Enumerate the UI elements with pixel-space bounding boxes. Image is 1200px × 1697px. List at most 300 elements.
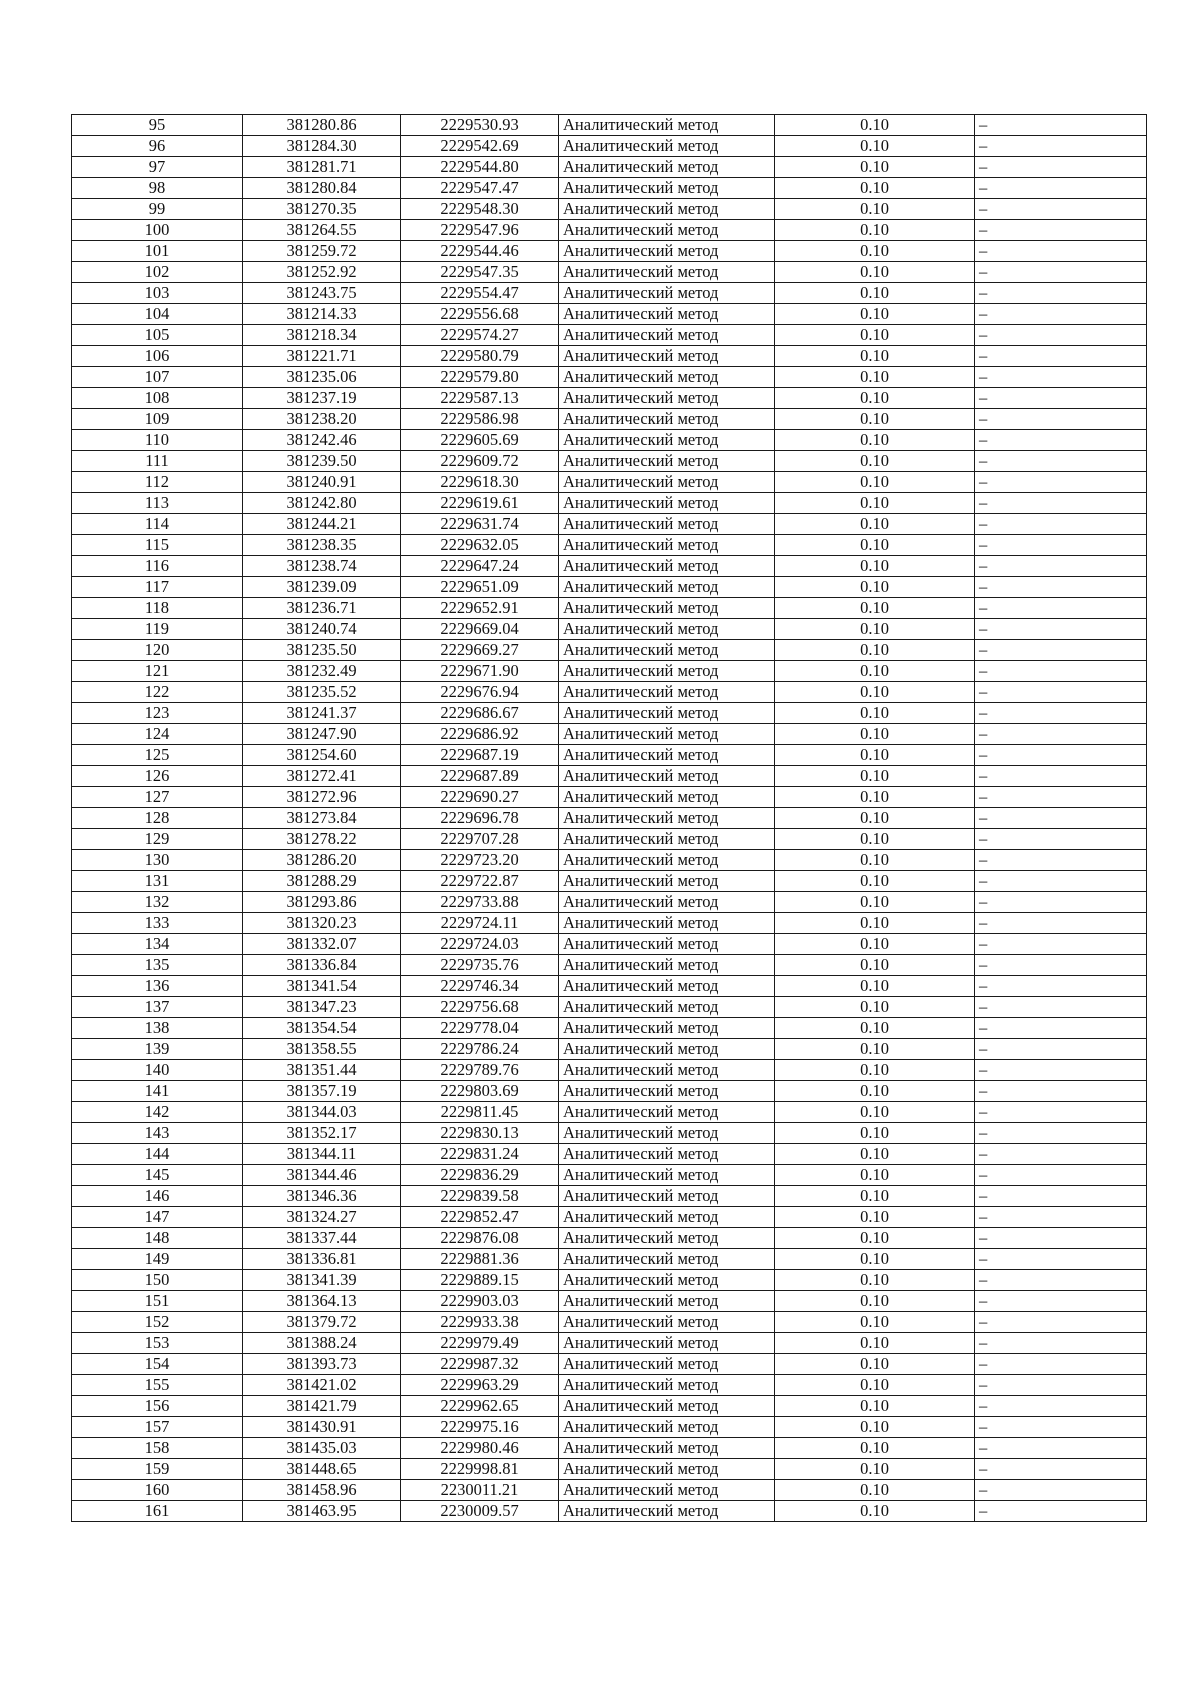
table-row (72, 346, 1147, 367)
point-number-cell: 144 (72, 1144, 243, 1165)
accuracy-cell: 0.10 (775, 178, 975, 199)
accuracy-cell: 0.10 (775, 472, 975, 493)
table-row (72, 766, 1147, 787)
point-number-cell: 102 (72, 262, 243, 283)
x-coordinate-cell: 381284.30 (243, 136, 401, 157)
accuracy-cell: 0.10 (775, 724, 975, 745)
method-cell: Аналитический метод (559, 598, 775, 619)
method-cell: Аналитический метод (559, 1312, 775, 1333)
accuracy-cell: 0.10 (775, 136, 975, 157)
x-coordinate-cell: 381288.29 (243, 871, 401, 892)
accuracy-cell: 0.10 (775, 1480, 975, 1501)
accuracy-cell: 0.10 (775, 241, 975, 262)
description-cell: – (975, 325, 1147, 346)
table-row (72, 577, 1147, 598)
y-coordinate-cell: 2229687.19 (401, 745, 559, 766)
description-cell: – (975, 283, 1147, 304)
method-cell: Аналитический метод (559, 388, 775, 409)
x-coordinate-cell: 381242.80 (243, 493, 401, 514)
method-cell: Аналитический метод (559, 220, 775, 241)
x-coordinate-cell: 381252.92 (243, 262, 401, 283)
method-cell: Аналитический метод (559, 619, 775, 640)
y-coordinate-cell: 2229724.03 (401, 934, 559, 955)
description-cell: – (975, 787, 1147, 808)
table-row (72, 976, 1147, 997)
point-number-cell: 112 (72, 472, 243, 493)
y-coordinate-cell: 2229707.28 (401, 829, 559, 850)
description-cell: – (975, 955, 1147, 976)
description-cell: – (975, 514, 1147, 535)
method-cell: Аналитический метод (559, 808, 775, 829)
table-row (72, 283, 1147, 304)
accuracy-cell: 0.10 (775, 871, 975, 892)
description-cell: – (975, 1081, 1147, 1102)
x-coordinate-cell: 381241.37 (243, 703, 401, 724)
point-number-cell: 153 (72, 1333, 243, 1354)
method-cell: Аналитический метод (559, 955, 775, 976)
accuracy-cell: 0.10 (775, 157, 975, 178)
x-coordinate-cell: 381272.41 (243, 766, 401, 787)
x-coordinate-cell: 381324.27 (243, 1207, 401, 1228)
y-coordinate-cell: 2229980.46 (401, 1438, 559, 1459)
y-coordinate-cell: 2229963.29 (401, 1375, 559, 1396)
x-coordinate-cell: 381238.35 (243, 535, 401, 556)
description-cell: – (975, 808, 1147, 829)
description-cell: – (975, 1291, 1147, 1312)
y-coordinate-cell: 2229548.30 (401, 199, 559, 220)
x-coordinate-cell: 381272.96 (243, 787, 401, 808)
description-cell: – (975, 619, 1147, 640)
accuracy-cell: 0.10 (775, 598, 975, 619)
point-number-cell: 139 (72, 1039, 243, 1060)
point-number-cell: 143 (72, 1123, 243, 1144)
method-cell: Аналитический метод (559, 1102, 775, 1123)
method-cell: Аналитический метод (559, 724, 775, 745)
point-number-cell: 151 (72, 1291, 243, 1312)
table-row (72, 556, 1147, 577)
y-coordinate-cell: 2229724.11 (401, 913, 559, 934)
method-cell: Аналитический метод (559, 1249, 775, 1270)
accuracy-cell: 0.10 (775, 1228, 975, 1249)
y-coordinate-cell: 2229803.69 (401, 1081, 559, 1102)
description-cell: – (975, 1480, 1147, 1501)
accuracy-cell: 0.10 (775, 1417, 975, 1438)
accuracy-cell: 0.10 (775, 325, 975, 346)
method-cell: Аналитический метод (559, 304, 775, 325)
table-row (72, 304, 1147, 325)
x-coordinate-cell: 381254.60 (243, 745, 401, 766)
point-number-cell: 111 (72, 451, 243, 472)
accuracy-cell: 0.10 (775, 1249, 975, 1270)
description-cell: – (975, 1438, 1147, 1459)
point-number-cell: 120 (72, 640, 243, 661)
method-cell: Аналитический метод (559, 346, 775, 367)
x-coordinate-cell: 381244.21 (243, 514, 401, 535)
method-cell: Аналитический метод (559, 1459, 775, 1480)
x-coordinate-cell: 381239.50 (243, 451, 401, 472)
y-coordinate-cell: 2229723.20 (401, 850, 559, 871)
table-row (72, 1249, 1147, 1270)
table-row (72, 1396, 1147, 1417)
description-cell: – (975, 1102, 1147, 1123)
description-cell: – (975, 493, 1147, 514)
description-cell: – (975, 850, 1147, 871)
accuracy-cell: 0.10 (775, 1039, 975, 1060)
description-cell: – (975, 388, 1147, 409)
point-number-cell: 129 (72, 829, 243, 850)
point-number-cell: 160 (72, 1480, 243, 1501)
y-coordinate-cell: 2229609.72 (401, 451, 559, 472)
description-cell: – (975, 1249, 1147, 1270)
x-coordinate-cell: 381344.11 (243, 1144, 401, 1165)
x-coordinate-cell: 381358.55 (243, 1039, 401, 1060)
y-coordinate-cell: 2229852.47 (401, 1207, 559, 1228)
description-cell: – (975, 745, 1147, 766)
x-coordinate-cell: 381293.86 (243, 892, 401, 913)
point-number-cell: 142 (72, 1102, 243, 1123)
accuracy-cell: 0.10 (775, 997, 975, 1018)
table-row (72, 535, 1147, 556)
y-coordinate-cell: 2229605.69 (401, 430, 559, 451)
x-coordinate-cell: 381421.79 (243, 1396, 401, 1417)
y-coordinate-cell: 2229933.38 (401, 1312, 559, 1333)
accuracy-cell: 0.10 (775, 850, 975, 871)
description-cell: – (975, 535, 1147, 556)
table-row (72, 724, 1147, 745)
method-cell: Аналитический метод (559, 409, 775, 430)
x-coordinate-cell: 381280.84 (243, 178, 401, 199)
accuracy-cell: 0.10 (775, 1375, 975, 1396)
y-coordinate-cell: 2229580.79 (401, 346, 559, 367)
description-cell: – (975, 1396, 1147, 1417)
method-cell: Аналитический метод (559, 283, 775, 304)
method-cell: Аналитический метод (559, 1501, 775, 1522)
y-coordinate-cell: 2229652.91 (401, 598, 559, 619)
table-row (72, 388, 1147, 409)
method-cell: Аналитический метод (559, 1375, 775, 1396)
y-coordinate-cell: 2229686.67 (401, 703, 559, 724)
table-row (72, 199, 1147, 220)
x-coordinate-cell: 381239.09 (243, 577, 401, 598)
y-coordinate-cell: 2229544.46 (401, 241, 559, 262)
y-coordinate-cell: 2229889.15 (401, 1270, 559, 1291)
description-cell: – (975, 304, 1147, 325)
method-cell: Аналитический метод (559, 1186, 775, 1207)
point-number-cell: 159 (72, 1459, 243, 1480)
method-cell: Аналитический метод (559, 1396, 775, 1417)
accuracy-cell: 0.10 (775, 556, 975, 577)
table-row (72, 409, 1147, 430)
table-row (72, 430, 1147, 451)
point-number-cell: 137 (72, 997, 243, 1018)
x-coordinate-cell: 381237.19 (243, 388, 401, 409)
method-cell: Аналитический метод (559, 514, 775, 535)
description-cell: – (975, 1417, 1147, 1438)
table-row (72, 241, 1147, 262)
description-cell: – (975, 724, 1147, 745)
point-number-cell: 150 (72, 1270, 243, 1291)
accuracy-cell: 0.10 (775, 934, 975, 955)
accuracy-cell: 0.10 (775, 1291, 975, 1312)
table-row (72, 1480, 1147, 1501)
x-coordinate-cell: 381430.91 (243, 1417, 401, 1438)
point-number-cell: 134 (72, 934, 243, 955)
x-coordinate-cell: 381281.71 (243, 157, 401, 178)
method-cell: Аналитический метод (559, 1039, 775, 1060)
method-cell: Аналитический метод (559, 136, 775, 157)
point-number-cell: 113 (72, 493, 243, 514)
accuracy-cell: 0.10 (775, 430, 975, 451)
description-cell: – (975, 703, 1147, 724)
method-cell: Аналитический метод (559, 157, 775, 178)
method-cell: Аналитический метод (559, 262, 775, 283)
description-cell: – (975, 1312, 1147, 1333)
table-row (72, 997, 1147, 1018)
accuracy-cell: 0.10 (775, 1186, 975, 1207)
x-coordinate-cell: 381336.84 (243, 955, 401, 976)
x-coordinate-cell: 381286.20 (243, 850, 401, 871)
description-cell: – (975, 472, 1147, 493)
method-cell: Аналитический метод (559, 577, 775, 598)
x-coordinate-cell: 381341.54 (243, 976, 401, 997)
table-row (72, 955, 1147, 976)
table-row (72, 640, 1147, 661)
y-coordinate-cell: 2229574.27 (401, 325, 559, 346)
description-cell: – (975, 934, 1147, 955)
description-cell: – (975, 1459, 1147, 1480)
method-cell: Аналитический метод (559, 430, 775, 451)
point-number-cell: 118 (72, 598, 243, 619)
accuracy-cell: 0.10 (775, 388, 975, 409)
x-coordinate-cell: 381344.46 (243, 1165, 401, 1186)
table-row (72, 682, 1147, 703)
x-coordinate-cell: 381280.86 (243, 115, 401, 136)
point-number-cell: 133 (72, 913, 243, 934)
table-row (72, 787, 1147, 808)
method-cell: Аналитический метод (559, 1291, 775, 1312)
x-coordinate-cell: 381240.74 (243, 619, 401, 640)
x-coordinate-cell: 381247.90 (243, 724, 401, 745)
method-cell: Аналитический метод (559, 976, 775, 997)
accuracy-cell: 0.10 (775, 1081, 975, 1102)
x-coordinate-cell: 381379.72 (243, 1312, 401, 1333)
x-coordinate-cell: 381463.95 (243, 1501, 401, 1522)
y-coordinate-cell: 2229542.69 (401, 136, 559, 157)
x-coordinate-cell: 381235.06 (243, 367, 401, 388)
accuracy-cell: 0.10 (775, 451, 975, 472)
description-cell: – (975, 640, 1147, 661)
y-coordinate-cell: 2229618.30 (401, 472, 559, 493)
y-coordinate-cell: 2229975.16 (401, 1417, 559, 1438)
y-coordinate-cell: 2229881.36 (401, 1249, 559, 1270)
point-number-cell: 148 (72, 1228, 243, 1249)
y-coordinate-cell: 2229786.24 (401, 1039, 559, 1060)
y-coordinate-cell: 2229733.88 (401, 892, 559, 913)
x-coordinate-cell: 381320.23 (243, 913, 401, 934)
method-cell: Аналитический метод (559, 682, 775, 703)
point-number-cell: 154 (72, 1354, 243, 1375)
point-number-cell: 97 (72, 157, 243, 178)
x-coordinate-cell: 381221.71 (243, 346, 401, 367)
method-cell: Аналитический метод (559, 1165, 775, 1186)
accuracy-cell: 0.10 (775, 409, 975, 430)
accuracy-cell: 0.10 (775, 577, 975, 598)
table-row (72, 1270, 1147, 1291)
y-coordinate-cell: 2229839.58 (401, 1186, 559, 1207)
method-cell: Аналитический метод (559, 178, 775, 199)
point-number-cell: 96 (72, 136, 243, 157)
point-number-cell: 161 (72, 1501, 243, 1522)
point-number-cell: 117 (72, 577, 243, 598)
accuracy-cell: 0.10 (775, 1438, 975, 1459)
point-number-cell: 127 (72, 787, 243, 808)
accuracy-cell: 0.10 (775, 220, 975, 241)
table-row (72, 1018, 1147, 1039)
method-cell: Аналитический метод (559, 199, 775, 220)
table-row (72, 1060, 1147, 1081)
x-coordinate-cell: 381341.39 (243, 1270, 401, 1291)
y-coordinate-cell: 2229998.81 (401, 1459, 559, 1480)
table-row (72, 1291, 1147, 1312)
method-cell: Аналитический метод (559, 703, 775, 724)
method-cell: Аналитический метод (559, 1333, 775, 1354)
accuracy-cell: 0.10 (775, 808, 975, 829)
description-cell: – (975, 1501, 1147, 1522)
method-cell: Аналитический метод (559, 871, 775, 892)
method-cell: Аналитический метод (559, 1144, 775, 1165)
description-cell: – (975, 1333, 1147, 1354)
table-row (72, 262, 1147, 283)
description-cell: – (975, 199, 1147, 220)
method-cell: Аналитический метод (559, 1417, 775, 1438)
x-coordinate-cell: 381458.96 (243, 1480, 401, 1501)
y-coordinate-cell: 2229778.04 (401, 1018, 559, 1039)
x-coordinate-cell: 381332.07 (243, 934, 401, 955)
table-row (72, 1501, 1147, 1522)
y-coordinate-cell: 2229690.27 (401, 787, 559, 808)
description-cell: – (975, 598, 1147, 619)
table-row (72, 451, 1147, 472)
table-row (72, 619, 1147, 640)
accuracy-cell: 0.10 (775, 1060, 975, 1081)
description-cell: – (975, 115, 1147, 136)
method-cell: Аналитический метод (559, 829, 775, 850)
accuracy-cell: 0.10 (775, 1018, 975, 1039)
y-coordinate-cell: 2229587.13 (401, 388, 559, 409)
point-number-cell: 147 (72, 1207, 243, 1228)
table-row (72, 934, 1147, 955)
y-coordinate-cell: 2229619.61 (401, 493, 559, 514)
accuracy-cell: 0.10 (775, 619, 975, 640)
y-coordinate-cell: 2229746.34 (401, 976, 559, 997)
y-coordinate-cell: 2229676.94 (401, 682, 559, 703)
table-row (72, 871, 1147, 892)
table-row (72, 157, 1147, 178)
accuracy-cell: 0.10 (775, 955, 975, 976)
table-row (72, 1144, 1147, 1165)
accuracy-cell: 0.10 (775, 640, 975, 661)
accuracy-cell: 0.10 (775, 1165, 975, 1186)
y-coordinate-cell: 2229631.74 (401, 514, 559, 535)
coordinates-table-body (72, 115, 1147, 1522)
y-coordinate-cell: 2229544.80 (401, 157, 559, 178)
y-coordinate-cell: 2229696.78 (401, 808, 559, 829)
point-number-cell: 121 (72, 661, 243, 682)
table-row (72, 136, 1147, 157)
point-number-cell: 145 (72, 1165, 243, 1186)
point-number-cell: 146 (72, 1186, 243, 1207)
accuracy-cell: 0.10 (775, 493, 975, 514)
y-coordinate-cell: 2229811.45 (401, 1102, 559, 1123)
point-number-cell: 109 (72, 409, 243, 430)
method-cell: Аналитический метод (559, 493, 775, 514)
table-row (72, 472, 1147, 493)
y-coordinate-cell: 2229687.89 (401, 766, 559, 787)
description-cell: – (975, 871, 1147, 892)
x-coordinate-cell: 381214.33 (243, 304, 401, 325)
accuracy-cell: 0.10 (775, 787, 975, 808)
y-coordinate-cell: 2229830.13 (401, 1123, 559, 1144)
x-coordinate-cell: 381242.46 (243, 430, 401, 451)
accuracy-cell: 0.10 (775, 199, 975, 220)
accuracy-cell: 0.10 (775, 1123, 975, 1144)
accuracy-cell: 0.10 (775, 745, 975, 766)
point-number-cell: 95 (72, 115, 243, 136)
method-cell: Аналитический метод (559, 472, 775, 493)
point-number-cell: 128 (72, 808, 243, 829)
accuracy-cell: 0.10 (775, 976, 975, 997)
table-row (72, 850, 1147, 871)
y-coordinate-cell: 2229586.98 (401, 409, 559, 430)
description-cell: – (975, 976, 1147, 997)
y-coordinate-cell: 2229554.47 (401, 283, 559, 304)
method-cell: Аналитический метод (559, 934, 775, 955)
description-cell: – (975, 913, 1147, 934)
y-coordinate-cell: 2229671.90 (401, 661, 559, 682)
point-number-cell: 107 (72, 367, 243, 388)
description-cell: – (975, 220, 1147, 241)
description-cell: – (975, 682, 1147, 703)
point-number-cell: 124 (72, 724, 243, 745)
x-coordinate-cell: 381364.13 (243, 1291, 401, 1312)
point-number-cell: 106 (72, 346, 243, 367)
method-cell: Аналитический метод (559, 241, 775, 262)
accuracy-cell: 0.10 (775, 1102, 975, 1123)
description-cell: – (975, 1270, 1147, 1291)
x-coordinate-cell: 381259.72 (243, 241, 401, 262)
description-cell: – (975, 1144, 1147, 1165)
point-number-cell: 152 (72, 1312, 243, 1333)
point-number-cell: 158 (72, 1438, 243, 1459)
point-number-cell: 155 (72, 1375, 243, 1396)
accuracy-cell: 0.10 (775, 262, 975, 283)
accuracy-cell: 0.10 (775, 766, 975, 787)
method-cell: Аналитический метод (559, 1228, 775, 1249)
x-coordinate-cell: 381236.71 (243, 598, 401, 619)
method-cell: Аналитический метод (559, 787, 775, 808)
accuracy-cell: 0.10 (775, 1333, 975, 1354)
x-coordinate-cell: 381421.02 (243, 1375, 401, 1396)
x-coordinate-cell: 381243.75 (243, 283, 401, 304)
point-number-cell: 156 (72, 1396, 243, 1417)
x-coordinate-cell: 381351.44 (243, 1060, 401, 1081)
description-cell: – (975, 1186, 1147, 1207)
accuracy-cell: 0.10 (775, 1312, 975, 1333)
y-coordinate-cell: 2229831.24 (401, 1144, 559, 1165)
y-coordinate-cell: 2229789.76 (401, 1060, 559, 1081)
point-number-cell: 103 (72, 283, 243, 304)
accuracy-cell: 0.10 (775, 1270, 975, 1291)
